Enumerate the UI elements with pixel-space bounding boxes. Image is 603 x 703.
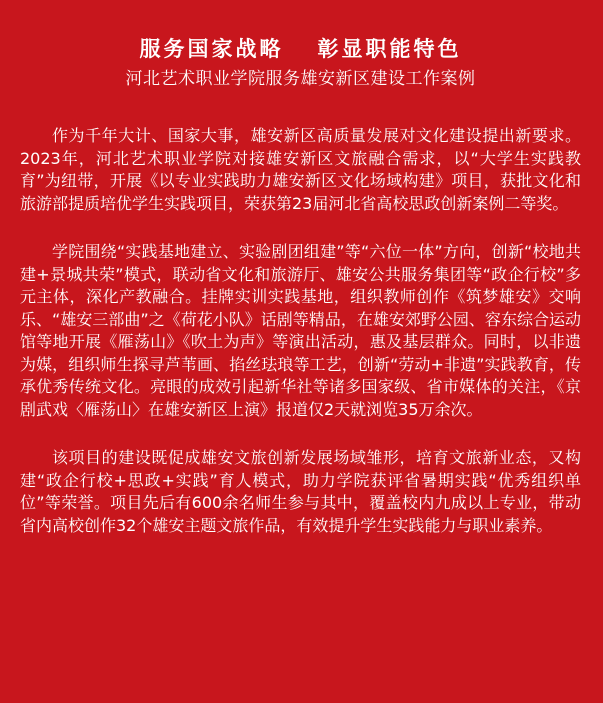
article-body (20, 125, 581, 537)
paragraph-2: 学院围绕“实践基地建立、实验剧团组建”等“六位一体”方向，创新“校地共建+景城共荣”模式，联动省文化和旅游厅、雄安公共服务集团等“政企行校”多元主体，深化产教融合。挂牌实训实践基地，组织教师创作《筑梦雄安》交响乐、“雄安三部曲”之《荷花小队》话剧等精品，在雄安郊野公园、容东综合运动馆等地开展《雁荡山》《吹土为声》等演出活动，惠及基层群众。同时，以非遗为媒，组织师生探寻芦苇画、掐丝珐琅等工艺，创新“劳动+非遗”实践教育，传承优秀传统文化。亮眼的成效引起新华社等诸多国家级、省市媒体的关注，《京剧武戏〈雁荡山〉在雄安新区上演》报道仅2天就浏览35万余次。 (20, 242, 581, 419)
title-part-2: 彰显职能特色 (317, 37, 462, 61)
paragraph-3: 该项目的建设既促成雄安文旅创新发展场域雏形，培育文旅新业态，又构建“政企行校+思政+实践”育人模式，助力学院获评省暑期实践“优秀组织单位”等荣誉。项目先后有600余名师生参与其中，覆盖校内九成以上专业，带动省内高校创作32个雄安主题文旅作品，有效提升学生实践能力与职业素养。 (20, 448, 581, 535)
page-title (20, 0, 581, 63)
page-subtitle: 河北艺术职业学院服务雄安新区建设工作案例 (125, 69, 476, 89)
title-part-1: 服务国家战略 (139, 37, 284, 61)
paragraph-1: 作为千年大计、国家大事，雄安新区高质量发展对文化建设提出新要求。2023年，河北艺术职业学院对接雄安新区文旅融合需求，以“大学生实践教育”为纽带，开展《以专业实践助力雄安新区文化场域构建》项目，获批文化和旅游部提质培优学生实践项目，荣获第23届河北省高校思政创新案例二等奖。 (20, 126, 581, 213)
